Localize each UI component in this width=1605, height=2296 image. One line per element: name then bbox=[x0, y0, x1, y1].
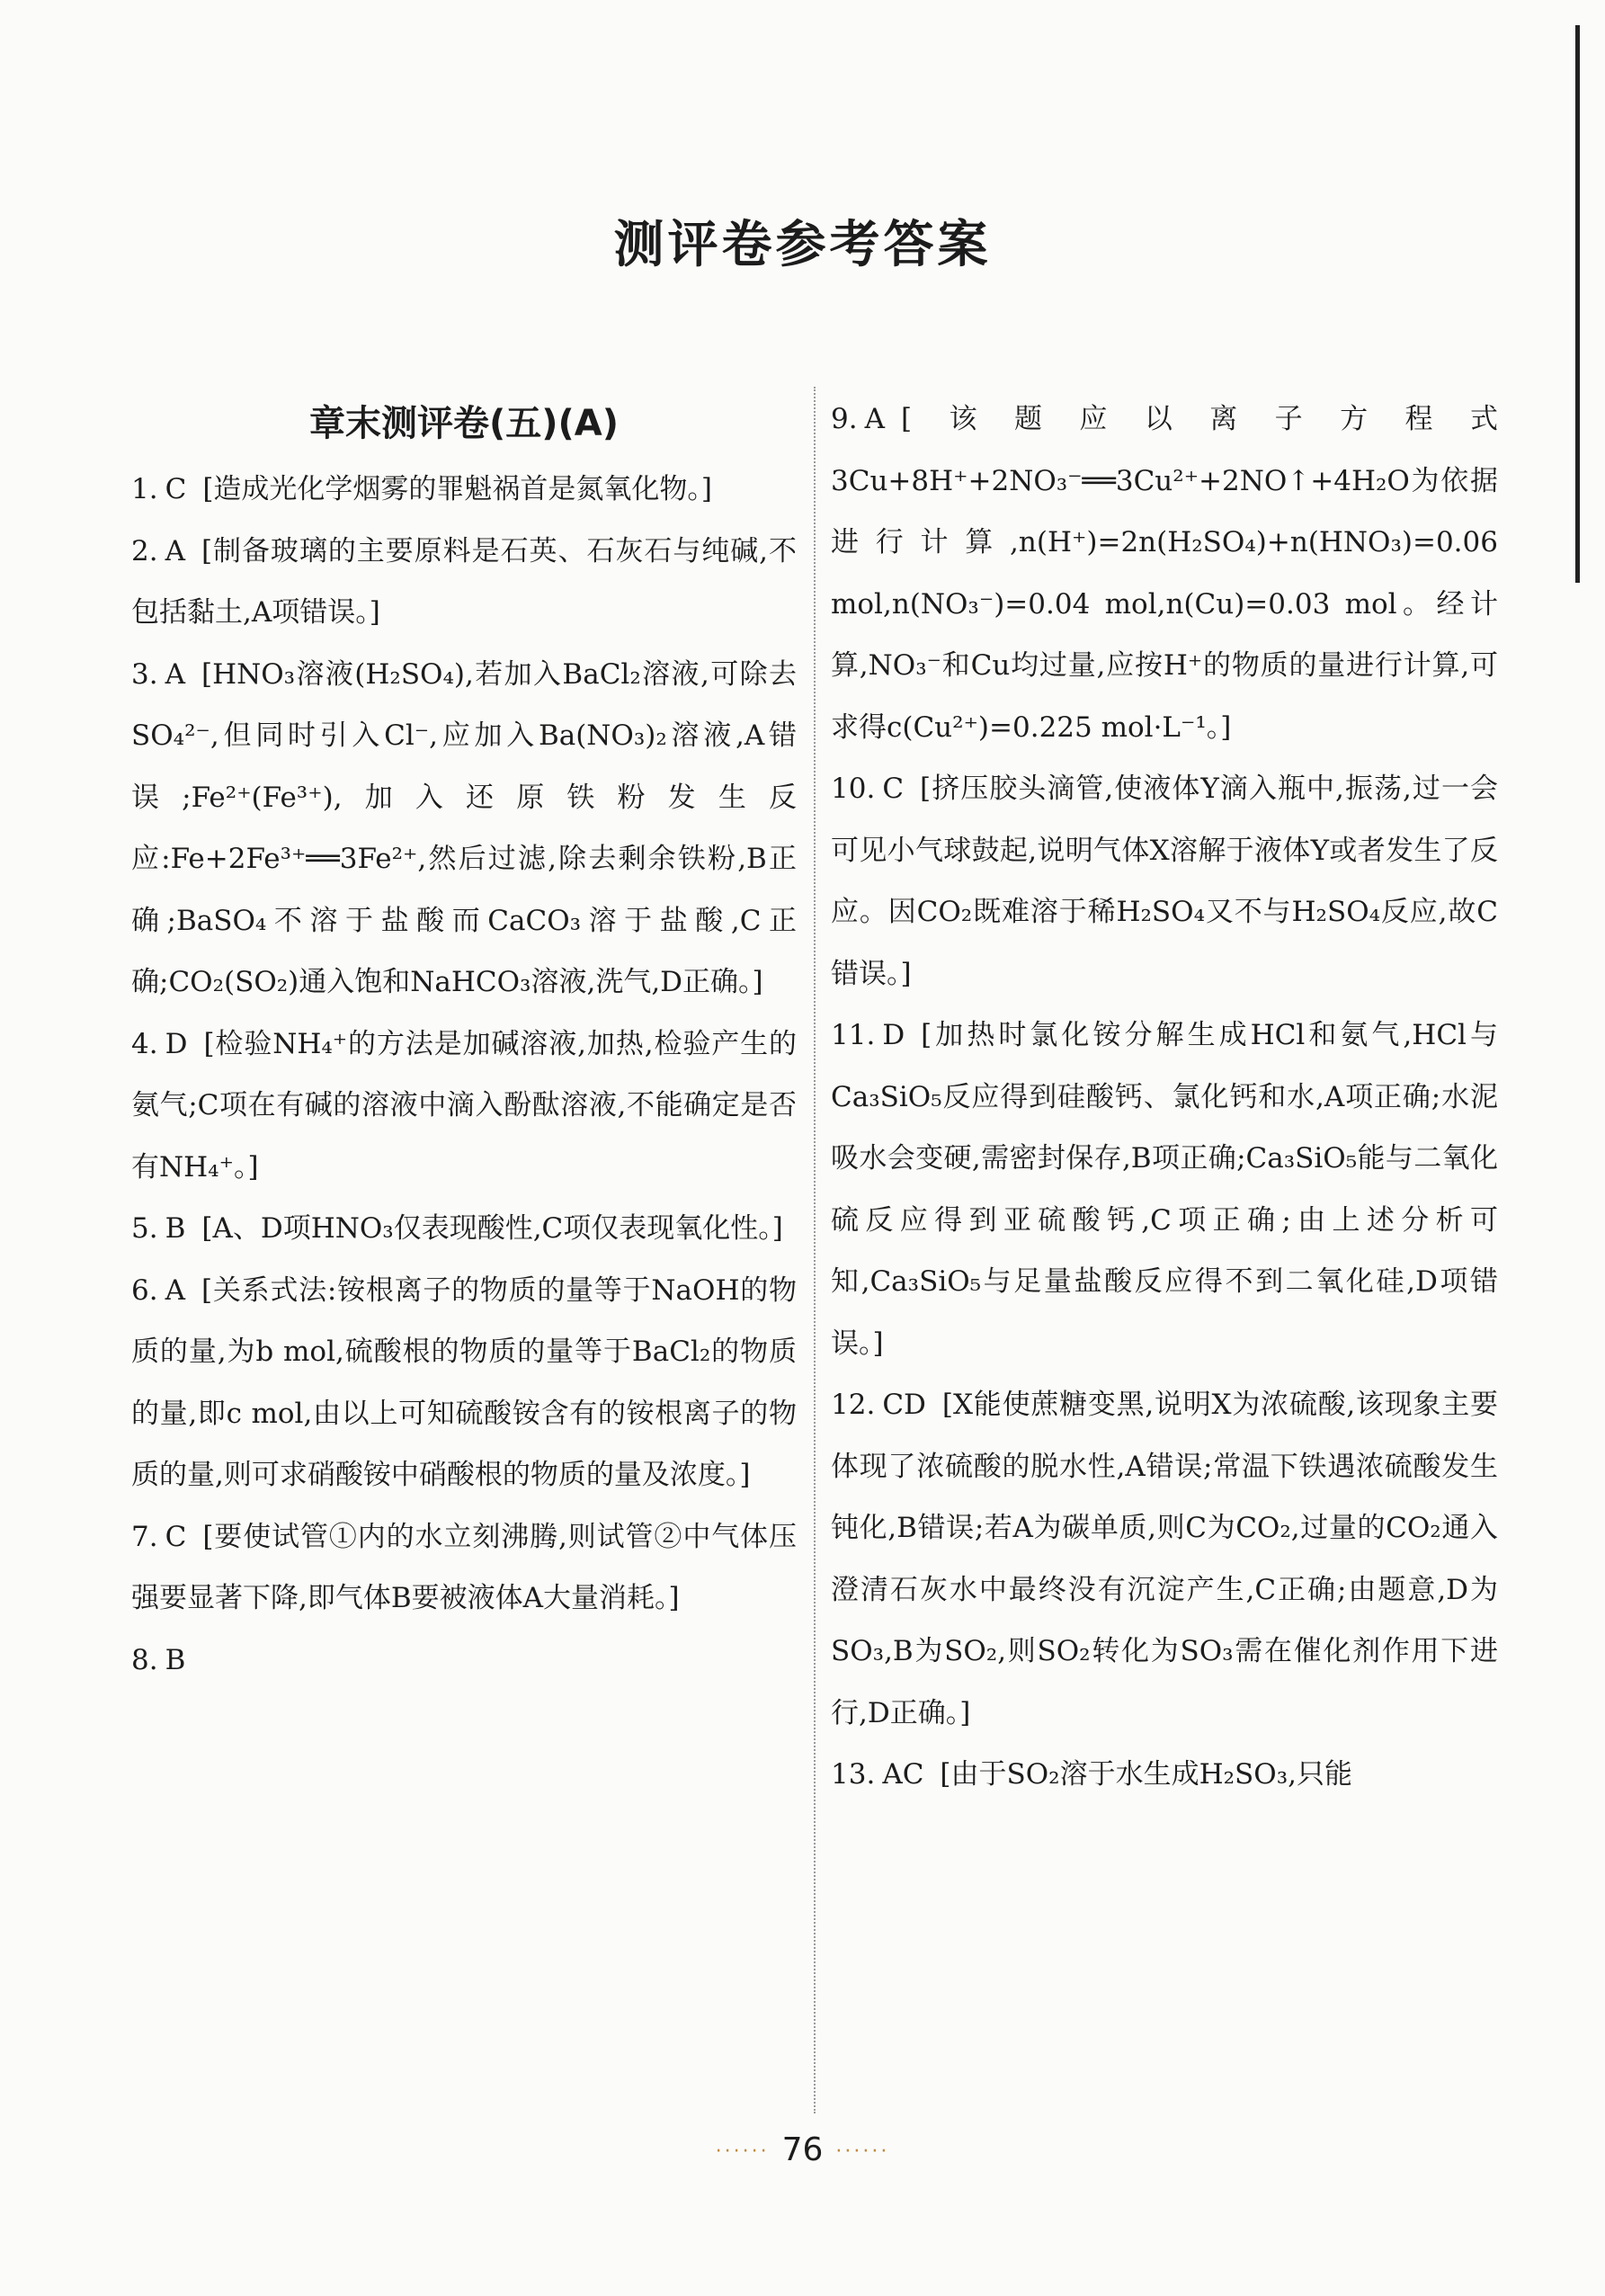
answer-number: 10. bbox=[831, 773, 876, 805]
section-title: 章末测评卷(五)(A) bbox=[308, 403, 620, 444]
page-title: 测评卷参考答案 bbox=[613, 216, 992, 274]
answer-choice: C bbox=[882, 773, 905, 805]
answer-explanation: [关系式法:铵根离子的物质的量等于NaOH的物质的量,为b mol,硫酸根的物质的量等于BaCl₂的物质的量,即c mol,由以上可知硫酸铵含有的铵根离子的物质的量,则可求硝酸铵中硝酸根的物质的量及浓度。] bbox=[131, 1273, 797, 1491]
answer-choice: CD bbox=[882, 1389, 926, 1421]
answer-number: 3. bbox=[131, 657, 158, 691]
answer-item bbox=[831, 1744, 1498, 1806]
answer-choice: C bbox=[165, 1520, 187, 1553]
footer-dots-right: ······ bbox=[835, 2140, 890, 2163]
answer-item bbox=[131, 1260, 797, 1506]
answer-item bbox=[131, 1198, 797, 1260]
column-divider bbox=[814, 387, 816, 2113]
answer-explanation: [由于SO₂溶于水生成H₂SO₃,只能 bbox=[940, 1758, 1352, 1791]
answer-item bbox=[131, 1630, 797, 1692]
answer-choice: A bbox=[165, 657, 185, 691]
answer-explanation: [要使试管①内的水立刻沸腾,则试管②中气体压强要显著下降,即气体B要被液体A大量消耗。] bbox=[131, 1520, 797, 1614]
page-edge-line bbox=[1575, 25, 1580, 583]
answer-item bbox=[831, 389, 1498, 758]
answer-number: 13. bbox=[831, 1758, 876, 1791]
answer-choice: C bbox=[165, 473, 187, 505]
answer-choice: AC bbox=[882, 1758, 924, 1791]
answer-item bbox=[831, 1005, 1498, 1374]
answer-item bbox=[831, 1374, 1498, 1744]
answer-explanation: [挤压胶头滴管,使液体Y滴入瓶中,振荡,过一会可见小气球鼓起,说明气体X溶解于液体Y或者发生了反应。因CO₂既难溶于稀H₂SO₄又不与H₂SO₄反应,故C错误。] bbox=[831, 773, 1498, 990]
answer-number: 5. bbox=[131, 1212, 158, 1245]
answer-choice: B bbox=[165, 1643, 186, 1676]
answer-choice: D bbox=[882, 1019, 905, 1051]
answer-list-right bbox=[831, 389, 1498, 1806]
answer-explanation: [该题应以离子方程式3Cu+8H⁺+2NO₃⁻══3Cu²⁺+2NO↑+4H₂O为依据进行计算,n(H⁺)=2n(H₂SO₄)+n(HNO₃)=0.06 mol,n(NO₃⁻)=0.04 mol,n(Cu)=0.03 mol。经计算,NO₃⁻和Cu均过量,应按H⁺的物质的量进行计算,可求得c(Cu²⁺)=0.225 mol·L⁻¹。] bbox=[831, 403, 1498, 744]
answer-explanation: [加热时氯化铵分解生成HCl和氨气,HCl与Ca₃SiO₅反应得到硅酸钙、氯化钙和水,A项正确;水泥吸水会变硬,需密封保存,B项正确;Ca₃SiO₅能与二氧化硫反应得到亚硫酸钙,C项正确;由上述分析可知,Ca₃SiO₅与足量盐酸反应得不到二氧化硅,D项错误。] bbox=[831, 1019, 1499, 1360]
answer-number: 8. bbox=[131, 1643, 158, 1676]
answer-item bbox=[131, 521, 797, 644]
answer-explanation: [制备玻璃的主要原料是石英、石灰石与纯碱,不包括黏土,A项错误。] bbox=[131, 534, 797, 629]
answer-item bbox=[131, 1014, 797, 1199]
answer-number: 11. bbox=[831, 1019, 876, 1051]
answer-explanation: [检验NH₄⁺的方法是加碱溶液,加热,检验产生的氨气;C项在有碱的溶液中滴入酚酞溶液,不能确定是否有NH₄⁺。] bbox=[131, 1027, 797, 1184]
answer-item bbox=[831, 758, 1498, 1005]
footer-dots-left: ······ bbox=[715, 2140, 770, 2163]
answer-explanation: [A、D项HNO₃仅表现酸性,C项仅表现氧化性。] bbox=[201, 1212, 783, 1245]
answer-number: 7. bbox=[131, 1520, 158, 1553]
page-footer bbox=[0, 2131, 1605, 2168]
answer-number: 1. bbox=[131, 473, 158, 505]
answer-choice: D bbox=[165, 1027, 188, 1060]
answer-choice: A bbox=[165, 534, 185, 567]
answer-item bbox=[131, 459, 797, 521]
answer-choice: B bbox=[165, 1212, 186, 1245]
right-column bbox=[831, 389, 1498, 1806]
answer-choice: A bbox=[864, 403, 885, 435]
answer-explanation: [造成光化学烟雾的罪魁祸首是氮氧化物。] bbox=[202, 473, 712, 505]
answer-number: 9. bbox=[831, 403, 858, 435]
left-column bbox=[131, 389, 797, 1691]
answer-number: 4. bbox=[131, 1027, 158, 1060]
answer-list-left bbox=[131, 459, 797, 1691]
answer-choice: A bbox=[165, 1273, 185, 1307]
page-number: 76 bbox=[781, 2131, 824, 2168]
answer-number: 2. bbox=[131, 534, 158, 567]
answer-item bbox=[131, 1506, 797, 1630]
answer-number: 12. bbox=[831, 1389, 876, 1421]
answer-item bbox=[131, 644, 797, 1014]
answer-number: 6. bbox=[131, 1273, 158, 1307]
answer-explanation: [X能使蔗糖变黑,说明X为浓硫酸,该现象主要体现了浓硫酸的脱水性,A错误;常温下铁遇浓硫酸发生钝化,B错误;若A为碳单质,则C为CO₂,过量的CO₂通入澄清石灰水中最终没有沉淀产生,C正确;由题意,D为SO₃,B为SO₂,则SO₂转化为SO₃需在催化剂作用下进行,D正确。] bbox=[831, 1389, 1498, 1729]
answer-explanation: [HNO₃溶液(H₂SO₄),若加入BaCl₂溶液,可除去SO₄²⁻,但同时引入Cl⁻,应加入Ba(NO₃)₂溶液,A错误;Fe²⁺(Fe³⁺),加入还原铁粉发生反应:Fe+2Fe³⁺══3Fe²⁺,然后过滤,除去剩余铁粉,B正确;BaSO₄不溶于盐酸而CaCO₃溶于盐酸,C正确;CO₂(SO₂)通入饱和NaHCO₃溶液,洗气,D正确。] bbox=[131, 657, 797, 998]
